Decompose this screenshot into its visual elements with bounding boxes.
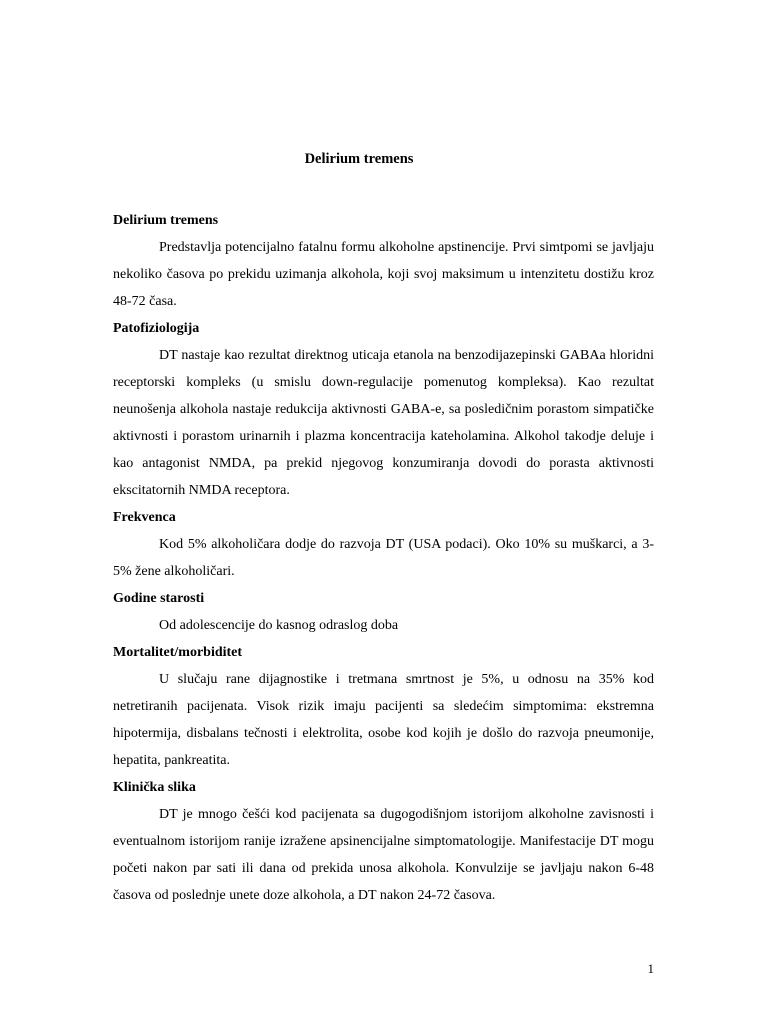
section-patofiziologija [113,315,654,504]
section-paragraph: DT je mnogo češći kod pacijenata sa dugogodišnjom istorijom alkoholne zavisnosti i eventualnom istorijom ranije izražene apsinencijalne simptomatologije. Manifestacije DT mogu početi nakon par sati ili dana od prekida unosa alkohola. Konvulzije se javljaju nakon 6-48 časova od poslednje unete doze alkohola, a DT nakon 24-72 časova. [113,807,654,903]
section-godine-starosti [113,585,654,639]
section-delirium-tremens [113,207,654,315]
section-heading: Klinička slika [113,780,196,795]
section-paragraph: U slučaju rane dijagnostike i tretmana smrtnost je 5%, u odnosu na 35% kod netretiranih pacijenata. Visok rizik imaju pacijenti sa sledećim simptomima: ekstremna hipotermija, disbalans tečnosti i elektrolita, osobe kod kojih je došlo do razvoja pneumonije, hepatita, pankreatita. [113,672,654,768]
section-heading: Godine starosti [113,591,205,606]
document-title: Delirium tremens [304,151,414,167]
section-heading: Delirium tremens [113,213,219,228]
section-mortalitet-morbiditet [113,639,654,774]
page-number: 1 [647,961,654,976]
section-heading: Frekvenca [113,510,176,525]
section-frekvenca [113,504,654,585]
section-klinicka-slika [113,774,654,909]
section-paragraph: DT nastaje kao rezultat direktnog uticaja etanola na benzodijazepinski GABAa hloridni receptorski kompleks (u smislu down-regulacije pomenutog kompleksa). Kao rezultat neunošenja alkohola nastaje redukcija aktivnosti GABA-e, sa posledičnim porastom simpatičke aktivnosti i porastom urinarnih i plazma koncentracija kateholamina. Alkohol takodje deluje i kao antagonist NMDA, pa prekid njegovog konzumiranja dovodi do porasta aktivnosti ekscitatornih NMDA receptora. [113,348,654,498]
section-paragraph: Predstavlja potencijalno fatalnu formu alkoholne apstinencije. Prvi simtpomi se javljaju nekoliko časova po prekidu uzimanja alkohola, koji svoj maksimum u intenzitetu dostižu kroz 48-72 časa. [113,240,654,309]
section-paragraph: Kod 5% alkoholičara dodje do razvoja DT (USA podaci). Oko 10% su muškarci, a 3-5% žene alkoholičari. [113,537,654,579]
section-paragraph: Od adolescencije do kasnog odraslog doba [159,618,399,633]
section-heading: Mortalitet/morbiditet [113,645,243,660]
document-body [113,207,654,909]
section-heading: Patofiziologija [113,321,200,336]
